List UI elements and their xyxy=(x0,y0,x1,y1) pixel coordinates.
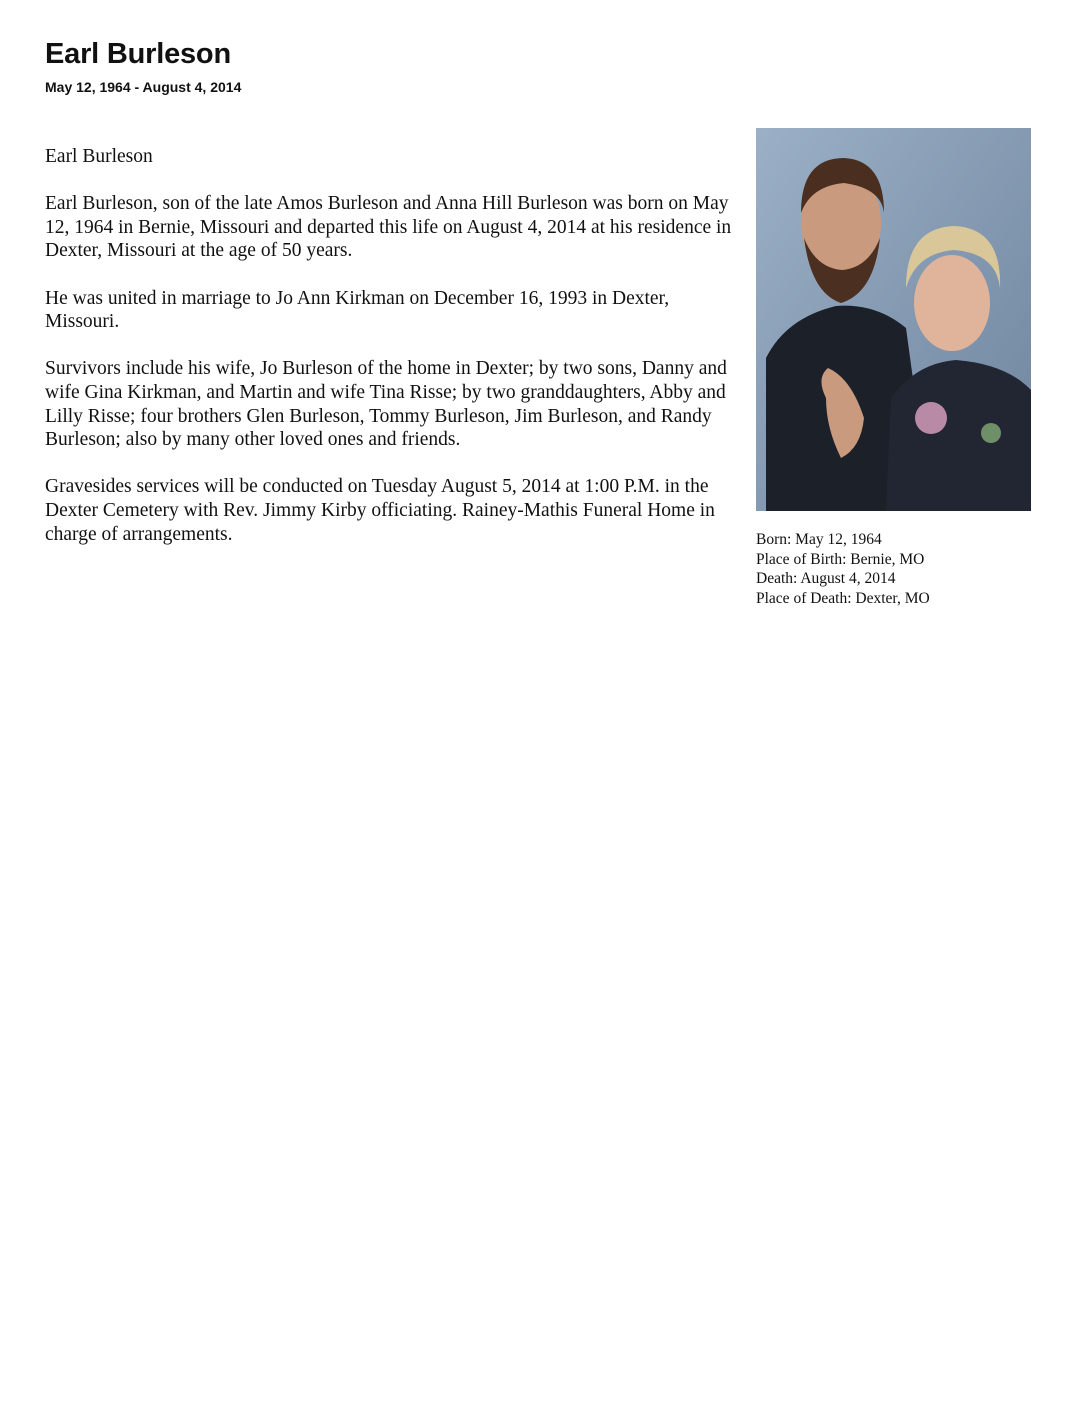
blouse-flower xyxy=(915,402,947,434)
obituary-paragraph-birth: Earl Burleson, son of the late Amos Burleson and Anna Hill Burleson was born on May 12, 1964 in Bernie, Missouri and departed this life on August 4, 2014 at his residence in Dexter, Missouri at the age of 50 years. xyxy=(45,193,732,262)
obituary-paragraph-marriage: He was united in marriage to Jo Ann Kirkman on December 16, 1993 in Dexter, Missouri. xyxy=(45,287,670,333)
fact-place-of-death: Place of Death: Dexter, MO xyxy=(756,589,930,607)
vital-facts xyxy=(756,530,1056,608)
obituary-heading: Earl Burleson xyxy=(45,146,153,167)
obituary-text xyxy=(45,145,735,570)
portrait-illustration xyxy=(756,128,1031,511)
fact-place-of-birth: Place of Birth: Bernie, MO xyxy=(756,550,925,568)
obituary-paragraph-services: Gravesides services will be conducted on Tuesday August 5, 2014 at 1:00 P.M. in the Dexter Cemetery with Rev. Jimmy Kirby officiating. Rainey-Mathis Funeral Home in charge of arrangements. xyxy=(45,476,715,545)
blouse-leaf xyxy=(981,423,1001,443)
portrait-photo xyxy=(756,128,1031,511)
woman-blouse xyxy=(886,360,1031,511)
obituary-paragraph-survivors: Survivors include his wife, Jo Burleson of the home in Dexter; by two sons, Danny and wife Gina Kirkman, and Martin and wife Tina Risse; by two granddaughters, Abby and Lilly Risse; four brothers Glen Burleson, Tommy Burleson, Jim Burleson, and Randy Burleson; also by many other loved ones and friends. xyxy=(45,358,727,451)
page-title: Earl Burleson xyxy=(45,38,231,70)
life-dates: May 12, 1964 - August 4, 2014 xyxy=(45,79,242,95)
woman-face xyxy=(914,255,990,351)
fact-born: Born: May 12, 1964 xyxy=(756,531,882,548)
fact-death: Death: August 4, 2014 xyxy=(756,570,896,587)
